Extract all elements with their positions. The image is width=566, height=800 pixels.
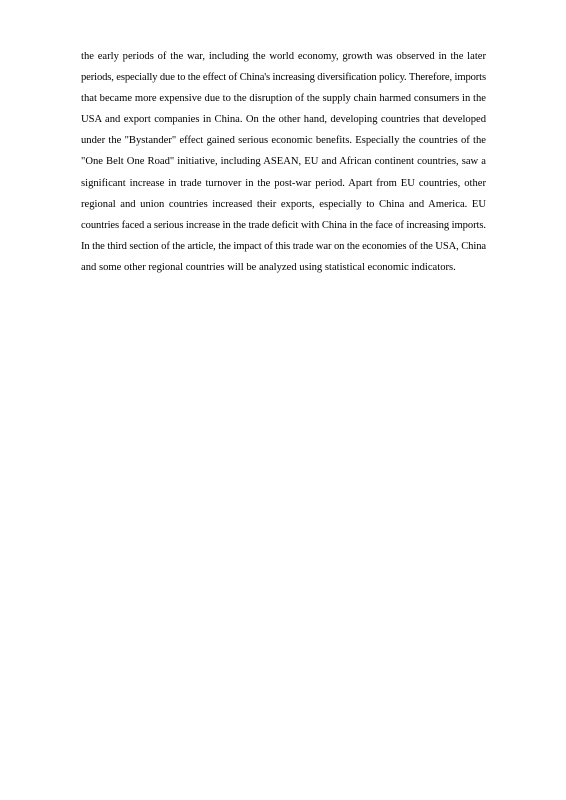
paragraph-line-7: significant increase in trade turnover in the post-war period. Apart from EU countries, other [81,177,486,189]
paragraph-line-4: USA and export companies in China. On the other hand, developing countries that developed [81,114,486,126]
paragraph-line-8: regional and union countries increased their exports, especially to China and America. EU [81,198,486,210]
paragraph-line-1: the early periods of the war, including the world economy, growth was observed in the later [81,51,486,62]
paragraph-line-2: periods, especially due to the effect of China's increasing diversification policy. Therefore, imports [81,72,486,84]
paragraph-line-10: In the third section of the article, the impact of this trade war on the economies of the USA, China [81,240,486,252]
paragraph-line-5: under the "Bystander" effect gained serious economic benefits. Especially the countries of the [81,135,486,147]
paragraph-line-3: that became more expensive due to the disruption of the supply chain harmed consumers in the [81,93,486,105]
paragraph-line-9: countries faced a serious increase in the trade deficit with China in the face of increasing imports. [81,219,486,231]
paragraph-line-6: "One Belt One Road" initiative, including ASEAN, EU and African continent countries, saw a [81,156,486,168]
body-paragraph [81,46,486,278]
paragraph-line-11: and some other regional countries will be analyzed using statistical economic indicators. [81,261,456,273]
